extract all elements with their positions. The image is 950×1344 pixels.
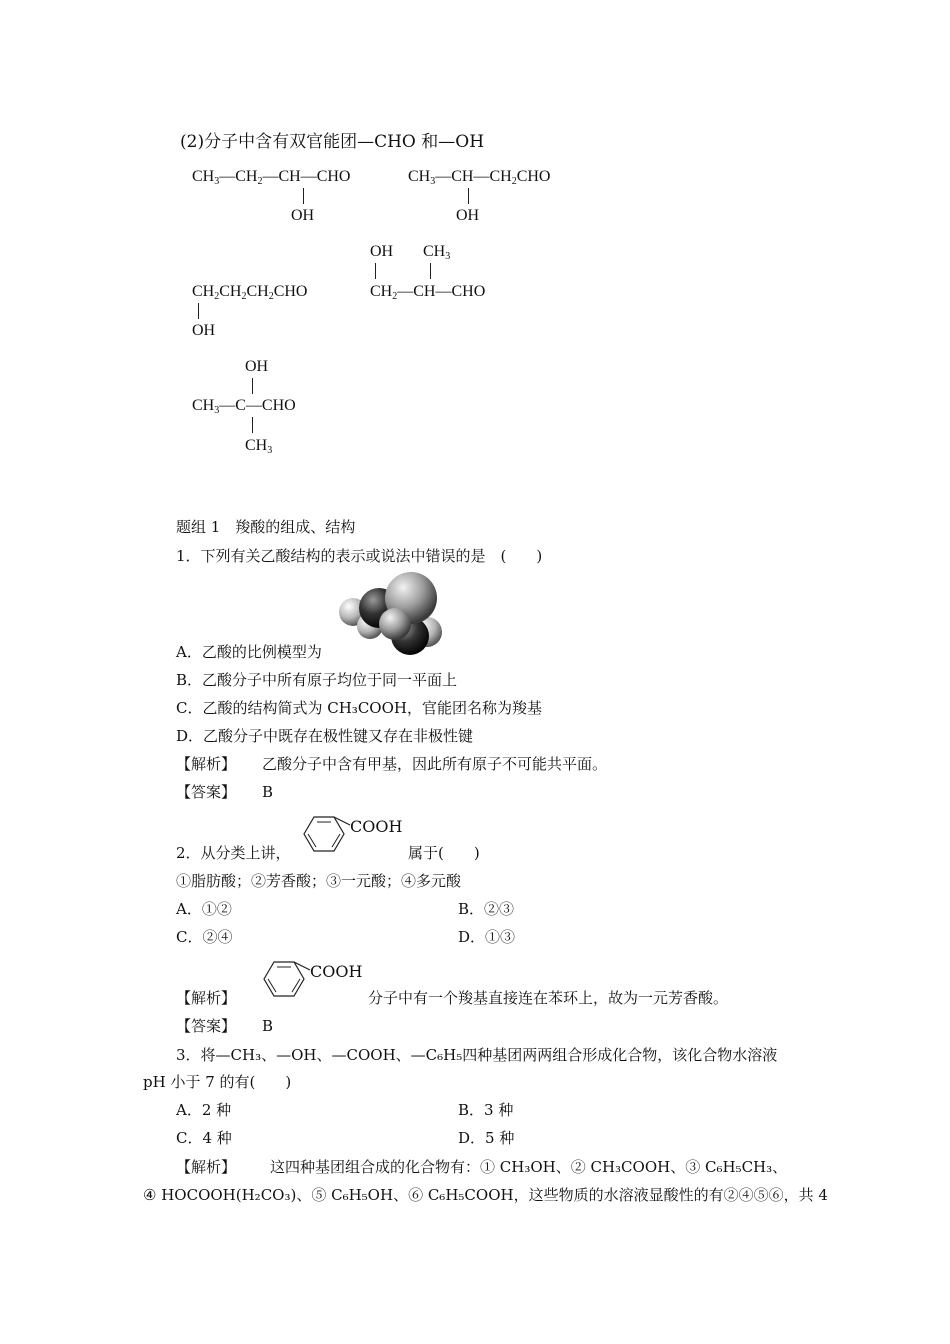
q2-analysis: 分子中有一个羧基直接连在苯环上，故为一元芳香酸。 [368,989,729,1007]
q1-option-b: B．乙酸分子中所有原子均位于同一平面上 [176,671,458,689]
q2-analysis-cooh-label: COOH [310,962,363,981]
structure-3-chain: $CH_2CH_2CH_2CHO$ [192,283,308,302]
q3-analysis-line2: ④ HOCOOH(H₂CO₃)、⑤ C₆H₅OH、⑥ C₆H₅COOH，这些物质的水溶液显酸性的有②④⑤⑥，共 4 [143,1186,828,1204]
q3-option-b: B．3 种 [458,1101,514,1119]
q1-option-c: C．乙酸的结构简式为 CH₃COOH，官能团名称为羧基 [176,699,542,717]
structure-4-oh: OH [370,243,394,260]
structure-5-oh: OH [245,358,269,375]
q3-analysis-label: 【解析】 [176,1158,237,1176]
section-header: (2)分子中含有双官能团—CHO 和—OH [180,132,485,152]
q2-option-c: C．②④ [176,928,233,946]
structure-1-oh: OH [291,207,315,224]
q1-stem: 1．下列有关乙酸结构的表示或说法中错误的是 ( ) [176,547,543,565]
q1-analysis: 乙酸分子中含有甲基，因此所有原子不可能共平面。 [262,755,608,773]
bond-line [252,417,253,433]
q2-analysis-label: 【解析】 [176,989,237,1007]
structure-2-chain: $CH_3—CH—CH_2CHO$ [408,168,551,187]
structure-4-chain: $CH_2—CH—CHO$ [370,283,486,302]
bond-line [303,188,304,204]
benzene-ring-icon [258,957,318,1001]
bond-line [375,263,376,279]
q2-stem-post: 属于( ) [408,844,480,862]
structure-1-chain: $CH_3—CH_2—CH—CHO$ [192,168,351,187]
q2-option-d: D．①③ [458,928,516,946]
q2-stem-pre: 2．从分类上讲， [176,844,291,862]
benzene-ring-icon [298,812,358,856]
q1-option-a: A．乙酸的比例模型为 [176,643,322,661]
bond-line [468,188,469,204]
q2-option-b: B．②③ [458,900,515,918]
structure-3-oh: OH [192,322,216,339]
bond-line [252,378,253,394]
q1-answer-label: 【答案】 [176,783,237,801]
q2-answer: B [262,1017,274,1035]
q3-stem-line2: pH 小于 7 的有( ) [143,1073,292,1091]
q2-option-a: A．①② [176,900,232,918]
q1-analysis-label: 【解析】 [176,755,237,773]
q2-items: ①脂肪酸；②芳香酸；③一元酸；④多元酸 [176,872,462,890]
q1-answer: B [262,783,274,801]
bond-line [430,263,431,279]
acetic-acid-model-image [335,568,445,658]
q3-analysis-line1: 这四种基团组合成的化合物有：① CH₃OH、② CH₃COOH、③ C₆H₅CH₃、 [270,1158,788,1176]
q1-option-d: D．乙酸分子中既存在极性键又存在非极性键 [176,727,474,745]
section-title: 题组 1 羧酸的组成、结构 [176,518,356,536]
bond-line [198,303,199,319]
q3-option-a: A．2 种 [176,1101,232,1119]
structure-4-ch3: $CH_3$ [423,243,451,262]
structure-5-chain: $CH_3—C—CHO$ [192,397,296,416]
q3-option-c: C．4 种 [176,1129,232,1147]
q2-answer-label: 【答案】 [176,1017,237,1035]
q2-cooh-label: COOH [350,817,403,836]
structure-5-ch3: $CH_3$ [245,437,273,456]
structure-2-oh: OH [456,207,480,224]
q3-stem-line1: 3．将—CH₃、—OH、—COOH、—C₆H₅四种基团两两组合形成化合物，该化合物水溶液 [176,1046,778,1064]
oxygen-atom [379,608,411,640]
q3-option-d: D．5 种 [458,1129,515,1147]
